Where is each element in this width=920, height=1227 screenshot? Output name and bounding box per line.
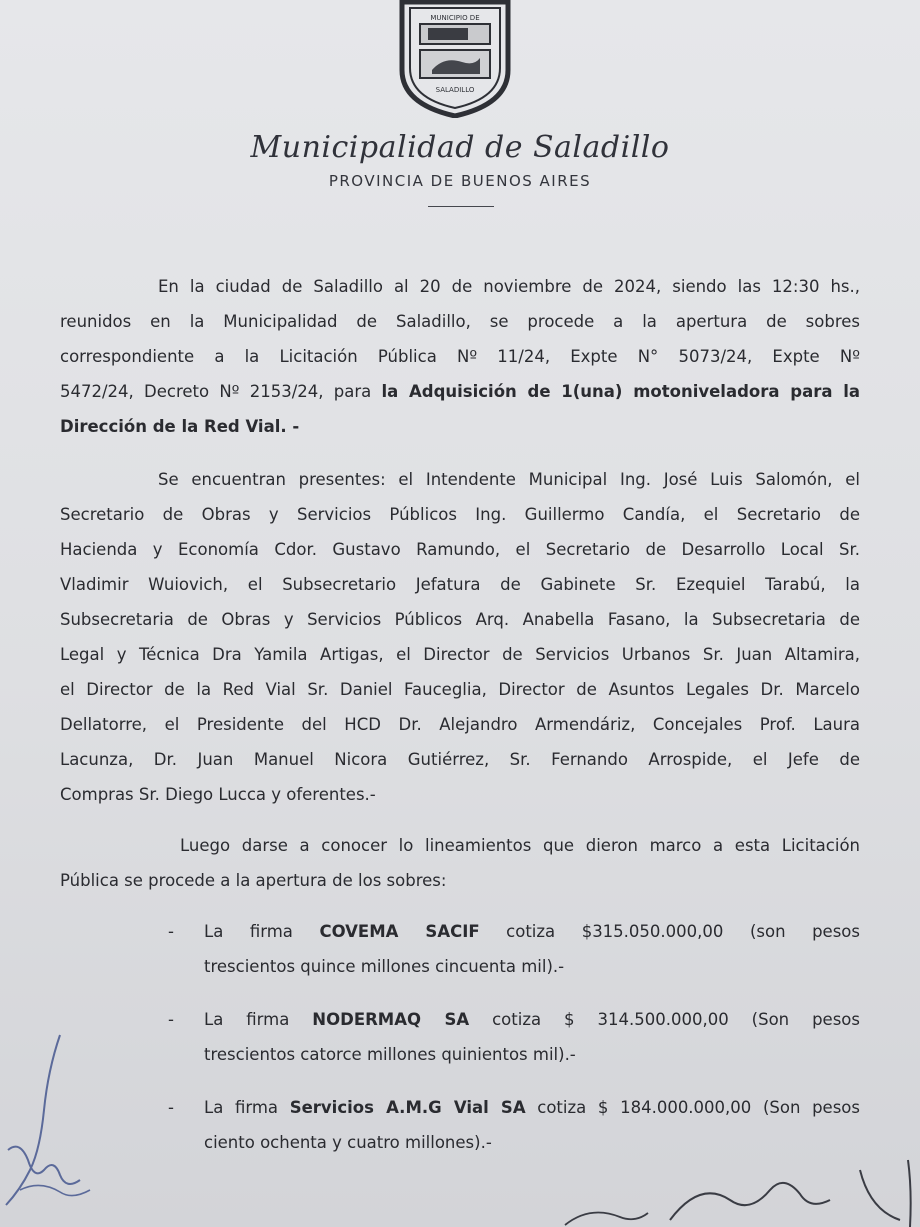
bid-prefix: La firma: [204, 1098, 290, 1117]
municipal-crest: [392, 0, 518, 118]
paragraph-2-line: Hacienda y Economía Cdor. Gustavo Ramundo, el Secretario de Desarrollo Local Sr.: [60, 540, 860, 559]
bid-line: [204, 915, 860, 949]
acquisition-subject: la Adquisición de 1(una) motoniveladora para la: [381, 382, 861, 401]
bid-company: Servicios A.M.G Vial SA: [289, 1098, 526, 1117]
bid-line: [204, 1091, 860, 1125]
bid-company: NODERMAQ SA: [312, 1010, 470, 1029]
paragraph-1-line: correspondiente a la Licitación Pública Nº 11/24, Expte N° 5073/24, Expte Nº: [60, 347, 860, 366]
acquisition-direction: Dirección de la Red Vial. -: [60, 417, 300, 436]
paragraph-3-line: Luego darse a conocer lo lineamientos que dieron marco a esta Licitación: [180, 836, 860, 855]
paragraph-2-line: Secretario de Obras y Servicios Públicos Ing. Guillermo Candía, el Secretario de: [60, 505, 860, 524]
bottom-mark: [560, 1195, 650, 1227]
bid-amount: cotiza $ 314.500.000,00 (Son pesos: [469, 1010, 860, 1029]
paragraph-1-line: En la ciudad de Saladillo al 20 de noviembre de 2024, siendo las 12:30 hs.,: [158, 277, 860, 296]
header-divider: [428, 206, 494, 207]
municipality-title: Municipalidad de Saladillo: [250, 130, 670, 165]
margin-signature: [0, 1030, 110, 1227]
crest-top-text: MUNICIPIO DE: [430, 14, 480, 22]
list-bullet: -: [168, 1010, 174, 1029]
paragraph-2-line: el Director de la Red Vial Sr. Daniel Fauceglia, Director de Asuntos Legales Dr. Marcelo: [60, 680, 860, 699]
paragraph-2-line: Dellatorre, el Presidente del HCD Dr. Alejandro Armendáriz, Concejales Prof. Laura: [60, 715, 860, 734]
crest-bottom-text: SALADILLO: [435, 86, 475, 94]
bid-company: COVEMA SACIF: [319, 922, 480, 941]
paragraph-2-line: Vladimir Wuiovich, el Subsecretario Jefatura de Gabinete Sr. Ezequiel Tarabú, la: [60, 575, 860, 594]
bid-amount: cotiza $ 184.000.000,00 (Son pesos: [525, 1098, 860, 1117]
paragraph-1-line: [60, 375, 860, 409]
paragraph-1-line: reunidos en la Municipalidad de Saladillo, se procede a la apertura de sobres: [60, 312, 860, 331]
bid-amount-words: ciento ochenta y cuatro millones).-: [204, 1133, 492, 1152]
paragraph-1-text: 5472/24, Decreto Nº 2153/24, para: [60, 382, 382, 401]
province-name: PROVINCIA DE BUENOS AIRES: [328, 172, 592, 190]
bid-prefix: La firma: [204, 922, 320, 941]
bid-line: [204, 1003, 860, 1037]
bid-amount-words: trescientos catorce millones quinientos mil).-: [204, 1045, 576, 1064]
bottom-signature: [660, 1150, 920, 1227]
bid-amount: cotiza $315.050.000,00 (son pesos: [479, 922, 860, 941]
paragraph-2-line: Legal y Técnica Dra Yamila Artigas, el Director de Servicios Urbanos Sr. Juan Altamira,: [60, 645, 860, 664]
paragraph-3-line: Pública se procede a la apertura de los sobres:: [60, 871, 447, 890]
bid-prefix: La firma: [204, 1010, 313, 1029]
paragraph-2-line: Compras Sr. Diego Lucca y oferentes.-: [60, 785, 376, 804]
bid-amount-words: trescientos quince millones cincuenta mil).-: [204, 957, 565, 976]
paragraph-2-line: Subsecretaria de Obras y Servicios Públicos Arq. Anabella Fasano, la Subsecretaria de: [60, 610, 860, 629]
paragraph-2-line: Lacunza, Dr. Juan Manuel Nicora Gutiérrez, Sr. Fernando Arrospide, el Jefe de: [60, 750, 860, 769]
paragraph-1-line: [60, 410, 860, 444]
list-bullet: -: [168, 922, 174, 941]
list-bullet: -: [168, 1098, 174, 1117]
paragraph-2-line: Se encuentran presentes: el Intendente Municipal Ing. José Luis Salomón, el: [158, 470, 860, 489]
